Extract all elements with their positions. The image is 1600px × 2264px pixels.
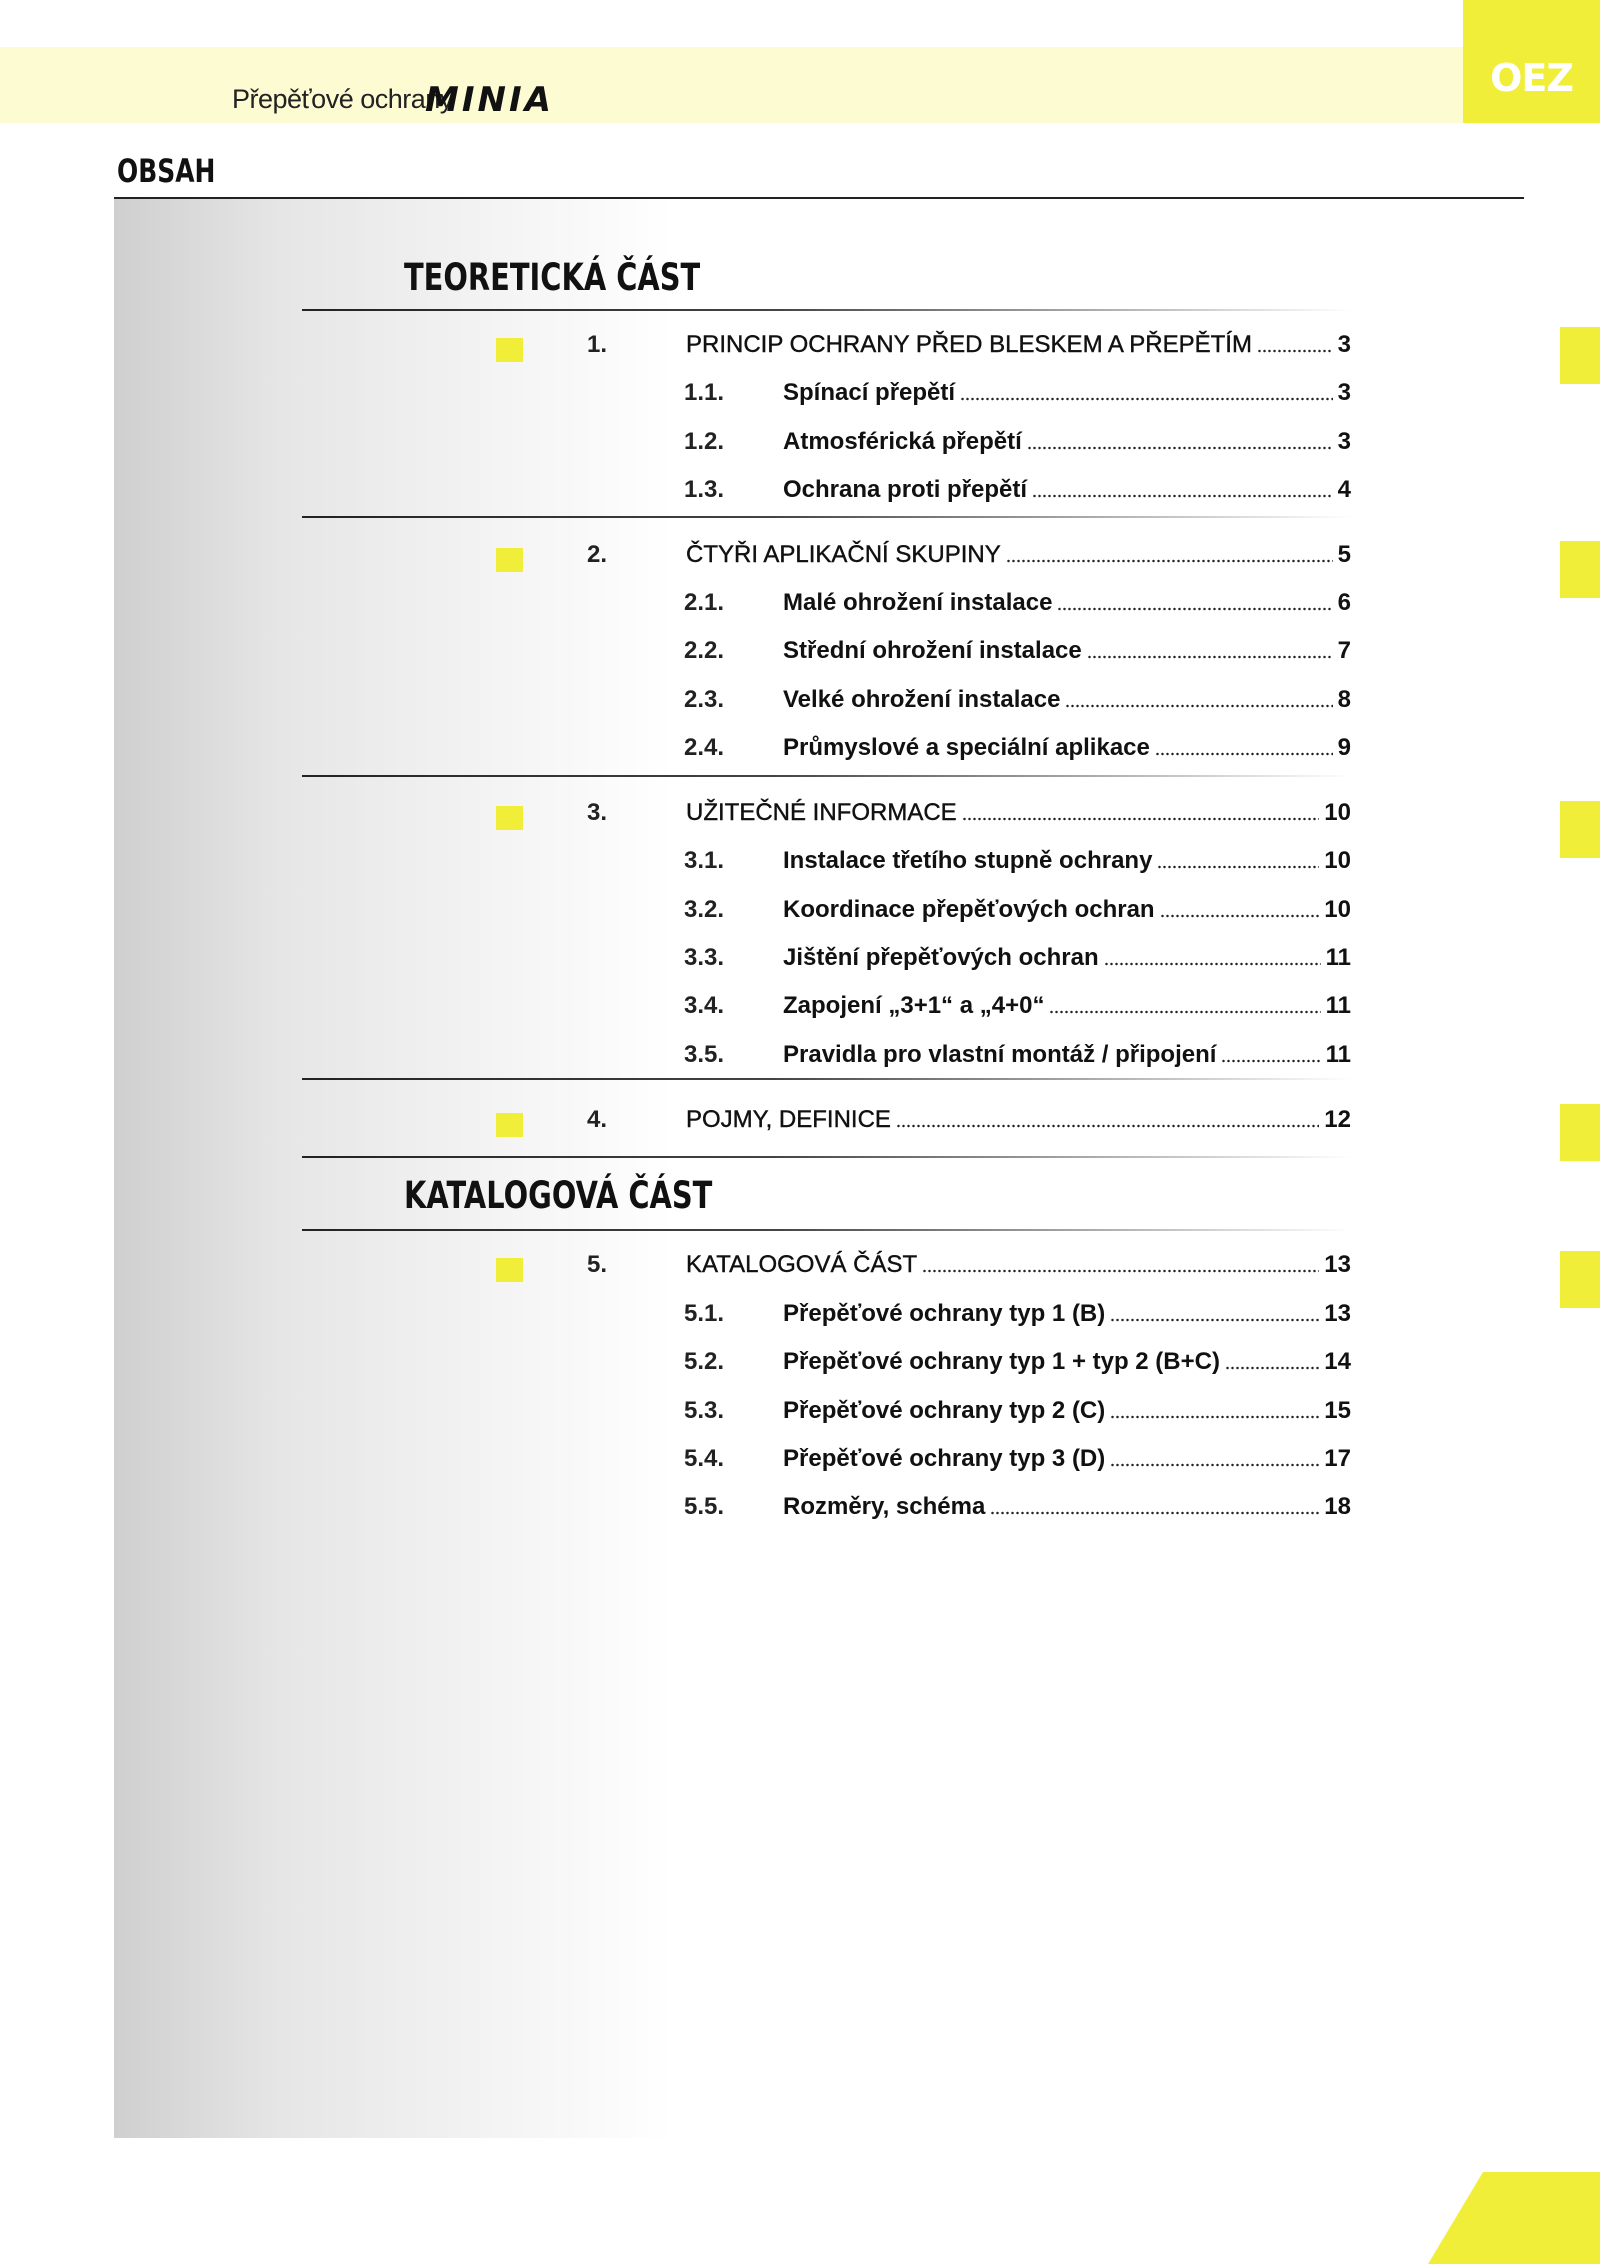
item-label: Rozměry, schéma xyxy=(783,1493,986,1520)
toc-item[interactable] xyxy=(0,379,1600,419)
page-number: 13 xyxy=(1324,1251,1351,1278)
dot-leader xyxy=(1049,1009,1320,1015)
header-band xyxy=(0,47,1463,123)
item-entry xyxy=(783,1445,1351,1473)
page-number: 6 xyxy=(1337,589,1351,616)
dot-leader xyxy=(1087,654,1333,660)
item-number: 5.4. xyxy=(684,1445,725,1472)
chapter-tab-3[interactable] xyxy=(1560,801,1600,858)
page-number: 10 xyxy=(1324,799,1351,826)
item-number: 1.1. xyxy=(684,379,725,406)
item-entry xyxy=(783,428,1351,456)
item-entry xyxy=(783,1493,1351,1521)
item-label: Velké ohrožení instalace xyxy=(783,686,1061,713)
dot-leader xyxy=(1225,1365,1319,1371)
item-number: 3.2. xyxy=(684,896,725,923)
dot-leader xyxy=(1110,1462,1319,1468)
toc-chapter[interactable] xyxy=(0,541,1600,581)
chapter-entry xyxy=(686,331,1351,359)
page-number: 8 xyxy=(1337,686,1351,713)
oez-logo xyxy=(1463,0,1600,123)
item-number: 1.2. xyxy=(684,428,725,455)
dot-leader xyxy=(1057,606,1332,612)
item-entry xyxy=(783,1348,1351,1376)
item-label: Malé ohrožení instalace xyxy=(783,589,1053,616)
section-title-theory: TEORETICKÁ ČÁST xyxy=(404,256,701,299)
chapter-label: PRINCIP OCHRANY PŘED BLESKEM A PŘEPĚTÍM xyxy=(686,331,1252,358)
item-number: 3.4. xyxy=(684,992,725,1019)
item-number: 5.1. xyxy=(684,1300,725,1327)
item-entry xyxy=(783,637,1351,665)
dot-leader xyxy=(1110,1317,1319,1323)
dot-leader xyxy=(1027,445,1333,451)
toc-item[interactable] xyxy=(0,944,1600,984)
chapter-number: 5. xyxy=(587,1251,608,1278)
toc-item[interactable] xyxy=(0,686,1600,726)
section-divider xyxy=(302,1229,1352,1231)
chapter-marker xyxy=(496,548,523,572)
item-number: 2.4. xyxy=(684,734,725,761)
item-entry xyxy=(783,1300,1351,1328)
page-number: 9 xyxy=(1337,734,1351,761)
chapter-label: UŽITEČNÉ INFORMACE xyxy=(686,799,957,826)
item-entry xyxy=(783,847,1351,875)
item-entry xyxy=(783,686,1351,714)
item-label: Ochrana proti přepětí xyxy=(783,476,1028,503)
page-number: 5 xyxy=(1337,541,1351,568)
chapter-tab-5[interactable] xyxy=(1560,1251,1600,1308)
chapter-entry xyxy=(686,1251,1351,1279)
dot-leader xyxy=(962,816,1320,822)
toc-item[interactable] xyxy=(0,1300,1600,1340)
item-number: 5.2. xyxy=(684,1348,725,1375)
chapter-marker xyxy=(496,1113,523,1137)
toc-item[interactable] xyxy=(0,589,1600,629)
item-label: Přepěťové ochrany typ 2 (C) xyxy=(783,1397,1106,1424)
item-number: 1.3. xyxy=(684,476,725,503)
toc-item[interactable] xyxy=(0,992,1600,1032)
chapter-entry xyxy=(686,541,1351,569)
page-number: 18 xyxy=(1324,1493,1351,1520)
chapter-marker xyxy=(496,1258,523,1282)
dot-leader xyxy=(1157,864,1319,870)
item-entry xyxy=(783,896,1351,924)
chapter-divider xyxy=(302,775,1352,777)
item-label: Přepěťové ochrany typ 3 (D) xyxy=(783,1445,1106,1472)
toc-item[interactable] xyxy=(0,476,1600,516)
page-number: 14 xyxy=(1324,1348,1351,1375)
chapter-number: 1. xyxy=(587,331,608,358)
toc-item[interactable] xyxy=(0,1041,1600,1081)
toc-chapter[interactable] xyxy=(0,331,1600,371)
page-number: 11 xyxy=(1325,944,1351,971)
chapter-marker xyxy=(496,806,523,830)
toc-item[interactable] xyxy=(0,428,1600,468)
toc-item[interactable] xyxy=(0,1445,1600,1485)
page-title: OBSAH xyxy=(117,152,216,190)
page-number: 13 xyxy=(1324,1300,1351,1327)
item-number: 2.3. xyxy=(684,686,725,713)
dot-leader xyxy=(1160,913,1320,919)
dot-leader xyxy=(1065,703,1332,709)
item-entry xyxy=(783,1041,1351,1069)
section-title-catalog: KATALOGOVÁ ČÁST xyxy=(404,1174,713,1217)
page-number: 11 xyxy=(1325,992,1351,1019)
logo-text: OEZ xyxy=(1490,56,1573,100)
page-number: 3 xyxy=(1337,379,1351,406)
dot-leader xyxy=(1006,558,1333,564)
item-label: Střední ohrožení instalace xyxy=(783,637,1082,664)
item-entry xyxy=(783,734,1351,762)
dot-leader xyxy=(1110,1414,1319,1420)
corner-decoration xyxy=(1428,2172,1600,2264)
page-number: 10 xyxy=(1324,847,1351,874)
page-number: 12 xyxy=(1324,1106,1351,1133)
item-entry xyxy=(783,589,1351,617)
dot-leader xyxy=(960,396,1333,402)
page-number: 3 xyxy=(1337,331,1351,358)
header-title: Přepěťové ochrany xyxy=(232,84,453,114)
chapter-tab-4[interactable] xyxy=(1560,1104,1600,1161)
item-number: 2.2. xyxy=(684,637,725,664)
item-entry xyxy=(783,992,1351,1020)
section-divider xyxy=(302,309,1352,311)
chapter-label: KATALOGOVÁ ČÁST xyxy=(686,1251,918,1278)
item-label: Instalace třetího stupně ochrany xyxy=(783,847,1153,874)
item-number: 2.1. xyxy=(684,589,725,616)
dot-leader xyxy=(896,1123,1319,1129)
item-label: Atmosférická přepětí xyxy=(783,428,1022,455)
toc-chapter[interactable] xyxy=(0,799,1600,839)
toc-item[interactable] xyxy=(0,896,1600,936)
item-number: 5.5. xyxy=(684,1493,725,1520)
item-label: Pravidla pro vlastní montáž / připojení xyxy=(783,1041,1217,1068)
page-number: 3 xyxy=(1337,428,1351,455)
chapter-entry xyxy=(686,1106,1351,1134)
item-label: Jištění přepěťových ochran xyxy=(783,944,1099,971)
item-label: Přepěťové ochrany typ 1 (B) xyxy=(783,1300,1106,1327)
dot-leader xyxy=(922,1268,1319,1274)
item-number: 3.5. xyxy=(684,1041,725,1068)
toc-item[interactable] xyxy=(0,1348,1600,1388)
item-number: 3.1. xyxy=(684,847,725,874)
item-label: Koordinace přepěťových ochran xyxy=(783,896,1155,923)
dot-leader xyxy=(1104,961,1321,967)
item-label: Zapojení „3+1“ a „4+0“ xyxy=(783,992,1045,1019)
page-number: 7 xyxy=(1337,637,1351,664)
chapter-number: 2. xyxy=(587,541,608,568)
toc-item[interactable] xyxy=(0,1493,1600,1533)
toc-item[interactable] xyxy=(0,734,1600,774)
item-number: 3.3. xyxy=(684,944,725,971)
page-number: 17 xyxy=(1324,1445,1351,1472)
toc-item[interactable] xyxy=(0,1397,1600,1437)
page-number: 4 xyxy=(1337,476,1351,503)
chapter-number: 4. xyxy=(587,1106,608,1133)
toc-item[interactable] xyxy=(0,637,1600,677)
chapter-label: POJMY, DEFINICE xyxy=(686,1106,891,1133)
chapter-divider xyxy=(302,516,1352,518)
chapter-marker xyxy=(496,338,523,362)
item-label: Spínací přepětí xyxy=(783,379,956,406)
page-number: 11 xyxy=(1325,1041,1351,1068)
toc-chapter[interactable] xyxy=(0,1106,1600,1146)
chapter-entry xyxy=(686,799,1351,827)
toc-chapter[interactable] xyxy=(0,1251,1600,1291)
item-label: Průmyslové a speciální aplikace xyxy=(783,734,1150,761)
toc-item[interactable] xyxy=(0,847,1600,887)
dot-leader xyxy=(1155,751,1333,757)
chapter-divider xyxy=(302,1078,1352,1080)
item-entry xyxy=(783,379,1351,407)
item-entry xyxy=(783,476,1351,504)
dot-leader xyxy=(1257,348,1333,354)
chapter-label: ČTYŘI APLIKAČNÍ SKUPINY xyxy=(686,541,1001,568)
chapter-number: 3. xyxy=(587,799,608,826)
item-entry xyxy=(783,1397,1351,1425)
item-entry xyxy=(783,944,1351,972)
dot-leader xyxy=(1221,1058,1320,1064)
dot-leader xyxy=(1032,493,1333,499)
dot-leader xyxy=(990,1510,1319,1516)
item-label: Přepěťové ochrany typ 1 + typ 2 (B+C) xyxy=(783,1348,1220,1375)
item-number: 5.3. xyxy=(684,1397,725,1424)
page-number: 15 xyxy=(1324,1397,1351,1424)
chapter-tab-2[interactable] xyxy=(1560,541,1600,598)
chapter-tab-1[interactable] xyxy=(1560,327,1600,384)
section-divider xyxy=(302,1156,1352,1158)
page-number: 10 xyxy=(1324,896,1351,923)
brand-name: MINIA xyxy=(425,80,554,120)
